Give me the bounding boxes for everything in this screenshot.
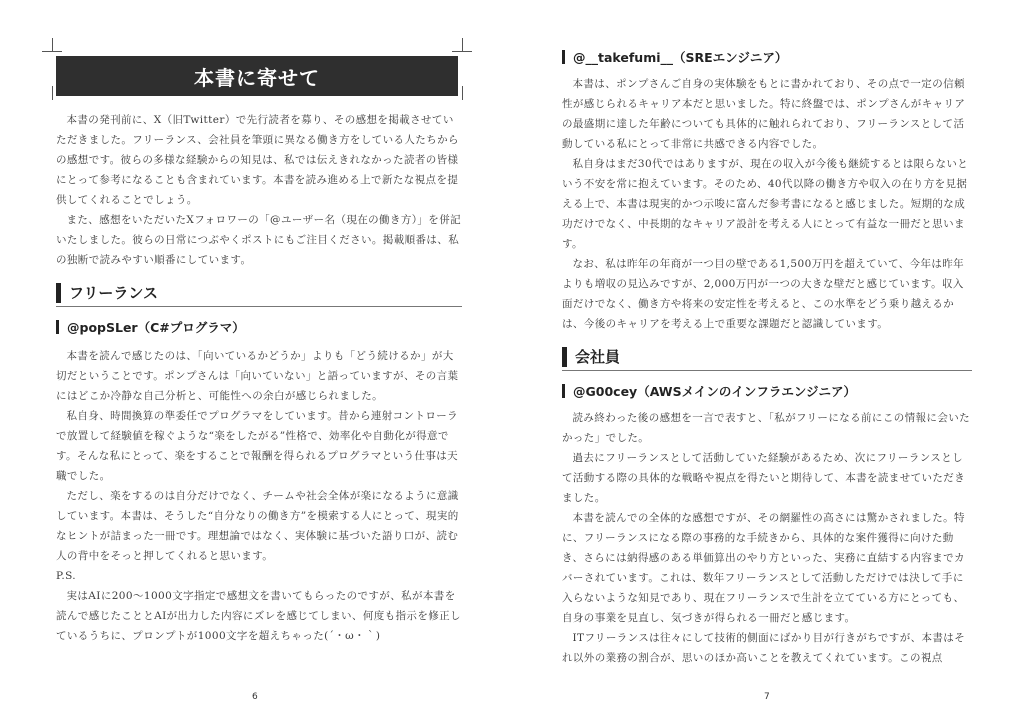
- section-divider: [56, 306, 462, 307]
- crop-mark: [462, 38, 463, 52]
- crop-mark: [452, 51, 472, 52]
- crop-mark: [42, 51, 62, 52]
- ps-paragraph: 実はAIに200～1000文字指定で感想文を書いてもらったのですが、私が本書を読んで感じたこととAIが出力した内容にズレを感じてしまい、何度も指示を修正しているうちに、プロンプトが1000文字を超えちゃった(´・ω・｀): [56, 590, 461, 642]
- crop-mark: [462, 86, 463, 100]
- ps-label: P.S.: [56, 570, 77, 582]
- subsection-heading: [56, 318, 245, 336]
- section-heading-text: フリーランス: [69, 284, 158, 302]
- review-paragraph: 私自身はまだ30代ではありますが、現在の収入が今後も継続するとは限らないという不安を常に抱えています。そのため、40代以降の働き方や収入の在り方を見据える上で、本書は現実的かつ示唆に富んだ参考書になると感じました。短期的な成功だけでなく、中長期的なキャリア設計を考える人にとって有益な一冊だと思います。: [562, 158, 969, 250]
- section-heading-freelance: [56, 282, 158, 303]
- review-paragraph: 読み終わった後の感想を一言で表すと、「私がフリーになる前にこの情報に会いたかった」でした。: [562, 412, 971, 444]
- crop-mark: [52, 38, 53, 52]
- page-number: 6: [252, 692, 258, 702]
- section-heading-employee: [562, 346, 620, 367]
- subsection-heading-text: @G00cey（AWSメインのインフラエンジニア）: [573, 384, 857, 399]
- subsection-heading: [562, 382, 856, 400]
- heading-bar: [56, 283, 61, 303]
- heading-bar: [562, 50, 565, 64]
- heading-bar: [562, 384, 565, 398]
- review-paragraph: 本書を読んでの全体的な感想ですが、その網羅性の高さには驚かされました。特に、フリーランスになる際の事務的な手続きから、具体的な案件獲得に向けた動き、さらには納得感のある単価算出のやり方といった、実務に直結する内容までカバーされています。これは、数年フリーランスとして活動しただけでは決して手に入らないような知見であり、現在フリーランスで生計を立てている方にとっても、自身の事業を見直し、気づきが得られる一冊だと感じます。: [562, 512, 965, 624]
- review-paragraph: ただし、楽をするのは自分だけでなく、チームや社会全体が楽になるように意識しています。本書は、そうした“自分なりの働き方”を模索する人にとって、現実的なヒントが詰まった一冊です。理想論ではなく、実体験に基づいた語り口が、読む人の背中をそっと押してくれると思います。: [56, 490, 459, 562]
- section-heading-text: 会社員: [575, 348, 621, 366]
- page-title: 本書に寄せて: [56, 56, 458, 96]
- review-paragraph: ITフリーランスは往々にして技術的側面にばかり目が行きがちですが、本書はそれ以外の業務の割合が、思いのほか高いことを教えてくれています。この視点: [562, 632, 966, 664]
- intro-paragraph: また、感想をいただいたXフォロワーの「@ユーザー名（現在の働き方）」を併記いたしました。彼らの日常につぶやくポストにもご注目ください。掲載順番は、私の独断で読みやすい順番にしています。: [56, 214, 461, 266]
- review-paragraph: 過去にフリーランスとして活動していた経験があるため、次にフリーランスとして活動する際の具体的な戦略や視点を得たいと期待して、本書を読ませていただきました。: [562, 452, 966, 504]
- review-paragraph: 私自身、時間換算の準委任でプログラマをしています。昔から連射コントローラで放置して経験値を稼ぐような“楽をしたがる”性格で、効率化や自動化が得意です。そんな私にとって、楽をすることで報酬を得られるプログラマという仕事は天職でした。: [56, 410, 459, 482]
- page-number: 7: [764, 692, 770, 702]
- heading-bar: [562, 347, 567, 367]
- intro-paragraph: 本書の発刊前に、X（旧Twitter）で先行読者を募り、その感想を掲載させていただきました。フリーランス、会社員を筆頭に異なる働き方をしている人たちからの感想です。彼らの多様な経験からの知見は、私では伝えきれなかった読者の皆様にとって参考になることも含まれています。本書を読み進める上で新たな視点を提供してくれることでしょう。: [56, 114, 459, 206]
- right-page: [512, 0, 1024, 727]
- crop-mark: [52, 86, 53, 100]
- subsection-heading-text: @popSLer（C#プログラマ）: [67, 320, 245, 335]
- subsection-heading-text: @__takefumi__（SREエンジニア）: [573, 50, 788, 65]
- review-paragraph: なお、私は昨年の年商が一つ目の壁である1,500万円を超えていて、今年は昨年よりも増収の見込みですが、2,000万円が一つの大きな壁だと感じています。収入面だけでなく、働き方や将来の安定性を考えると、この水準をどう乗り越えるかは、今後のキャリアを考える上で重要な課題だと認識しています。: [562, 258, 965, 330]
- review-paragraph: 本書は、ポンプさんご自身の実体験をもとに書かれており、その点で一定の信頼性が感じられるキャリア本だと思いました。特に終盤では、ポンプさんがキャリアの最盛期に達した年齢についても具体的に触れられており、フリーランスとして活動している私にとって非常に共感できる内容でした。: [562, 78, 966, 150]
- section-divider: [562, 370, 972, 371]
- heading-bar: [56, 320, 59, 334]
- subsection-heading: [562, 48, 787, 66]
- review-paragraph: 本書を読んで感じたのは、「向いているかどうか」よりも「どう続けるか」が大切だということです。ポンプさんは「向いていない」と語っていますが、その言葉にはどこか冷静な自己分析と、可能性への余白が感じられました。: [56, 350, 459, 402]
